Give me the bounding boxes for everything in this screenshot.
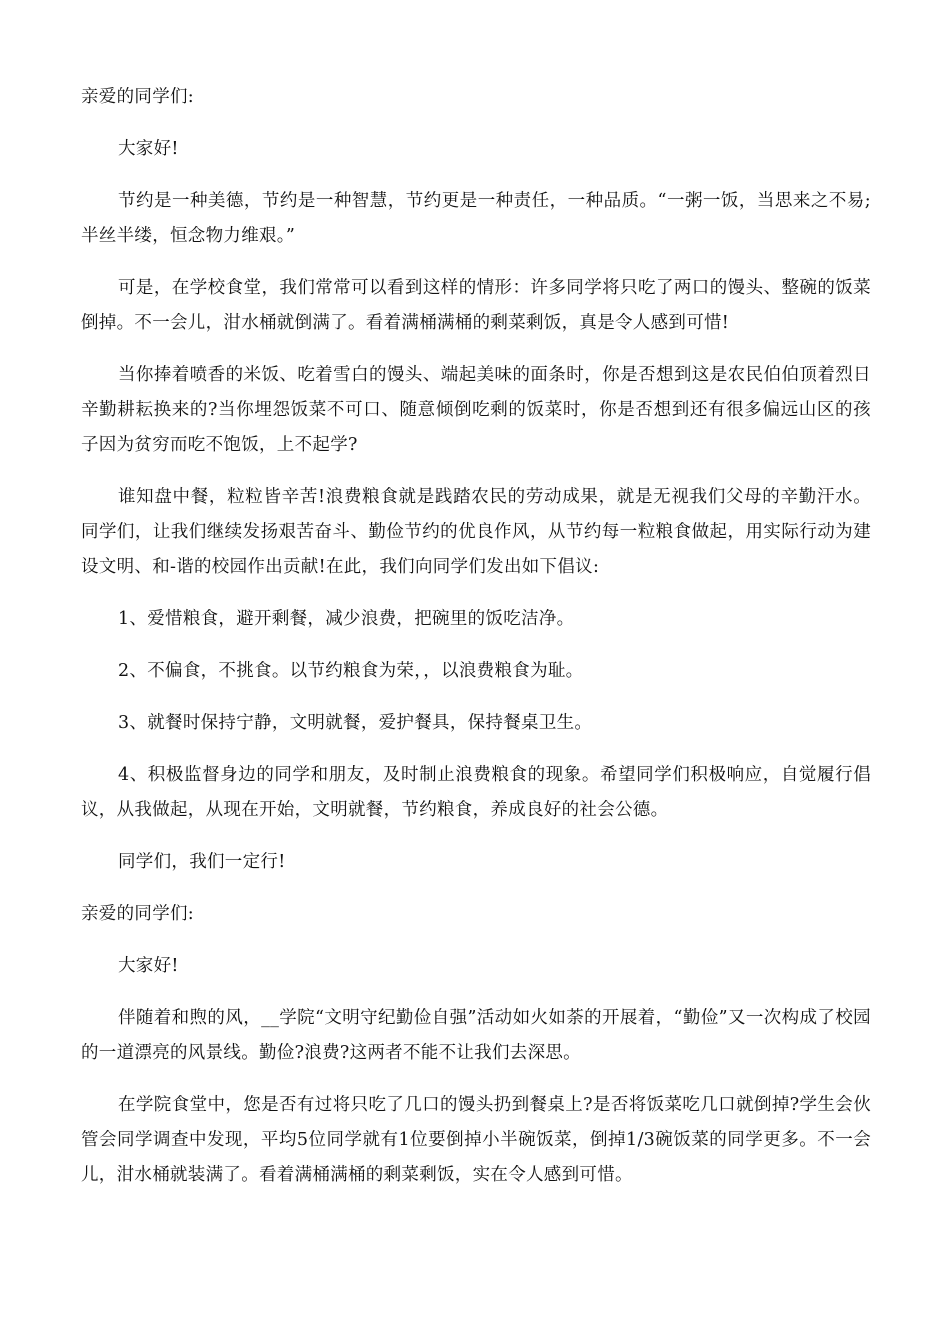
proposal-item: 1、爱惜粮食，避开剩餐，减少浪费，把碗里的饭吃洁净。 [118, 609, 575, 629]
salutation: 亲爱的同学们: [81, 87, 194, 107]
greeting: 大家好! [118, 139, 179, 159]
document-page [81, 80, 871, 1210]
body-paragraph: 在学院食堂中，您是否有过将只吃了几口的馒头扔到餐桌上?是否将饭菜吃几口就倒掉?学生会伙管会同学调查中发现，平均5位同学就有1位要倒掉小半碗饭菜，倒掉1/3碗饭菜的同学更多。不一会儿，泔水桶就装满了。看着满桶满桶的剩菜剩饭，实在令人感到可惜。 [81, 1095, 871, 1185]
body-paragraph: 当你捧着喷香的米饭、吃着雪白的馒头、端起美味的面条时，你是否想到这是农民伯伯顶着烈日辛勤耕耘换来的?当你埋怨饭菜不可口、随意倾倒吃剩的饭菜时，你是否想到还有很多偏远山区的孩子因为贫穷而吃不饱饭，上不起学? [81, 365, 871, 455]
proposal-item: 2、不偏食，不挑食。以节约粮食为荣，，以浪费粮食为耻。 [118, 661, 584, 681]
body-paragraph: 谁知盘中餐，粒粒皆辛苦!浪费粮食就是践踏农民的劳动成果，就是无视我们父母的辛勤汗水。同学们，让我们继续发扬艰苦奋斗、勤俭节约的优良作风，从节约每一粒粮食做起，用实际行动为建设文明、和-谐的校园作出贡献!在此，我们向同学们发出如下倡议: [81, 487, 871, 577]
body-paragraph: 可是，在学校食堂，我们常常可以看到这样的情形：许多同学将只吃了两口的馒头、整碗的饭菜倒掉。不一会儿，泔水桶就倒满了。看着满桶满桶的剩菜剩饭，真是令人感到可惜! [81, 278, 871, 333]
proposal-item: 3、就餐时保持宁静，文明就餐，爱护餐具，保持餐桌卫生。 [118, 713, 593, 733]
salutation: 亲爱的同学们: [81, 904, 194, 924]
proposal-item: 4、积极监督身边的同学和朋友，及时制止浪费粮食的现象。希望同学们积极响应，自觉履行倡议，从我做起，从现在开始，文明就餐，节约粮食，养成良好的社会公德。 [81, 765, 871, 820]
greeting: 大家好! [118, 956, 179, 976]
body-paragraph: 伴随着和煦的风，__学院“文明守纪勤俭自强”活动如火如荼的开展着，“勤俭”又一次构成了校园的一道漂亮的风景线。勤俭?浪费?这两者不能不让我们去深思。 [81, 1008, 871, 1063]
closing-line: 同学们，我们一定行! [118, 852, 286, 872]
body-paragraph: 节约是一种美德，节约是一种智慧，节约更是一种责任，一种品质。“一粥一饭，当思来之不易;半丝半缕，恒念物力维艰。” [81, 191, 871, 246]
